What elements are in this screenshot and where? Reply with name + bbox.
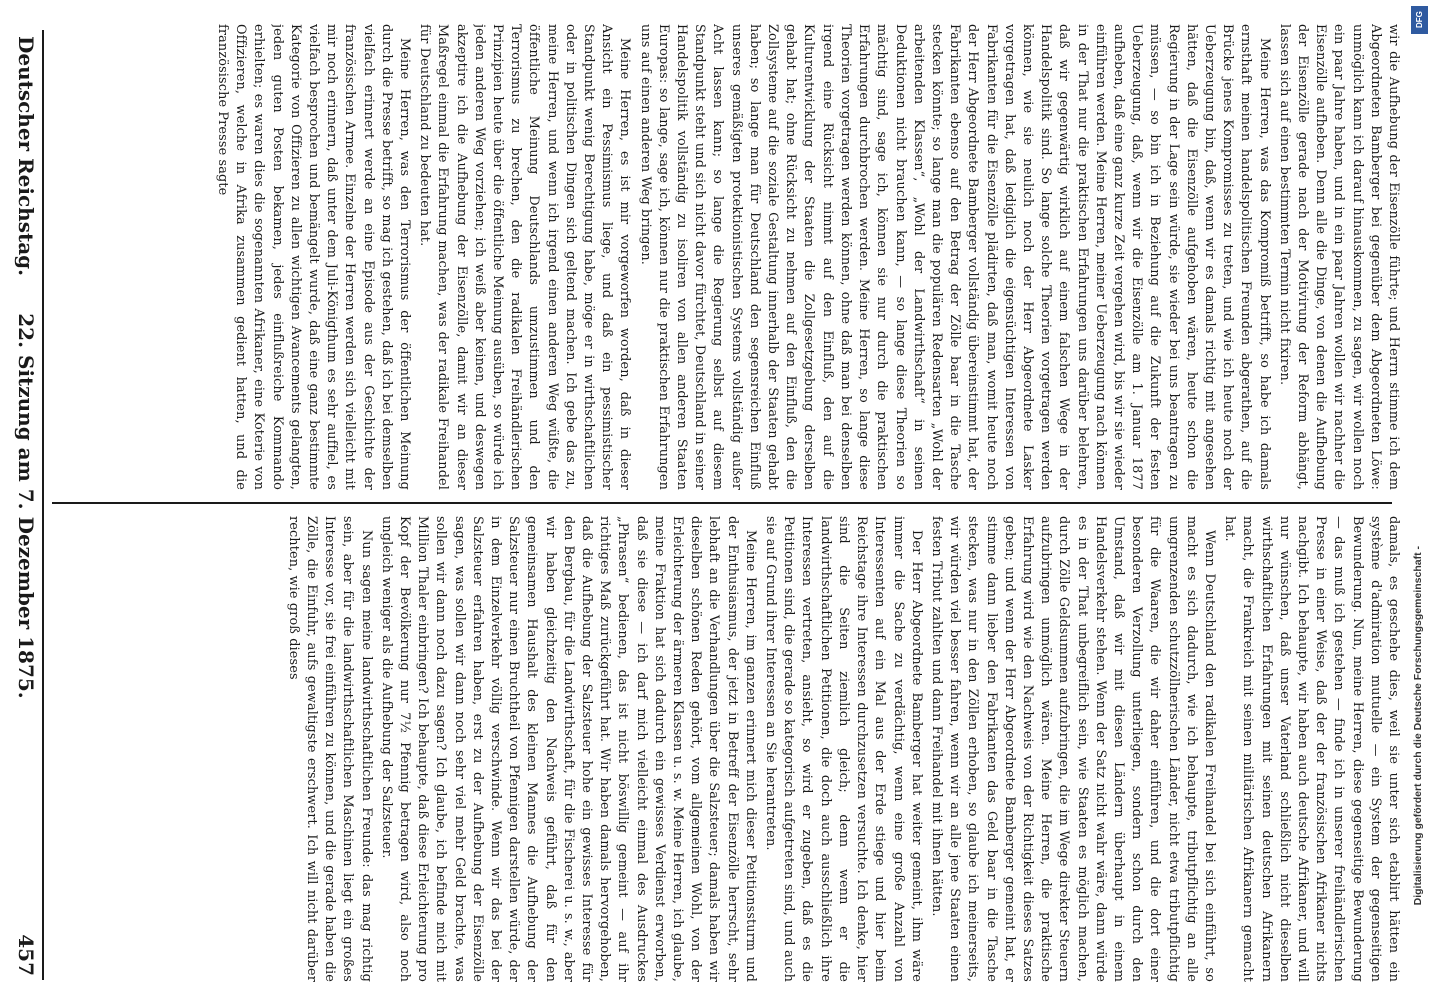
column-divider [52, 502, 1392, 504]
paragraph: Meine Herren, im ganzen erinnert mich dieser Petitionssturm und der Enthusiasmus, der jetzt in Betreff der Eisenzölle herrscht, sehr lebhaft an die Verhandlungen über die Salzsteuer; damals haben wir dieselben schönen Reden gehört, vom allgemeinen Wohl, von der Erleichterung der ärmeren Klassen u. s. w. Meine Herren, ich glaube, meine Fraktion hat sich dadurch ein gewisses Verdienst erworben, daß sie diese — ich darf mich vielleicht einmal des Ausdruckes „Phrasen“ bedienen, das ist nicht böswillig gemeint — auf ihr richtiges Maß zurückgeführt hat. Wir haben damals hervorgehoben, daß die Aufhebung der Salzsteuer hohe ein gewisses Interesse für den Bergbau, für die Landwirthschaft, für die Fischerei u. s. w., aber wir haben gleichzeitig den Nachweis geführt, daß für den gemeinsamen Haushalt des kleinen Mannes die Aufhebung der Salzsteuer nur einen Bruchtheil von Pfennigen darstellen würde, der in dem Einzelverkehr völlig verschwinde. Wenn wir das bei der Salzsteuer erfahren haben, erst zu der Aufhebung der Eisenzölle sagen, was sollen wir dann noch sehr viel mehr Geld brachte, was sollen wir dann noch dazu sagen? Ich glaube, ich befinde mich mit Million Thaler einbringen? Ich behaupte, daß diese Erleichterung pro Kopf der Bevölkerung nur 7½ Pfennig betragen wird, also noch ungleich weniger als die Aufhebung der Salzsteuer. [378, 516, 758, 982]
paragraph: wir die Aufhebung der Eisenzölle führte; und Herrn stimme ich dem Abgeordneten Bamberger bei gegenüber dem Abgeordneten Löwe: unmöglich kann ich darauf hinauskommen, zu sagen, wir wollen noch ein paar Jahre haben, und in ein paar Jahren wollen wir nachher die Eisenzölle aufheben. Denn alle die Dinge, von denen die Aufhebung der Eisenzölle gerade nach der Motivirung der Reform abhängt, lassen sich auf einen bestimmten Termin nicht fixiren. [1276, 24, 1401, 490]
header-rule [42, 30, 44, 980]
paragraph: damals, es geschehe dies, weil sie unter sich etablirt hätten ein système d'admiration mutuelle — ein System der gegenseitigen Bewunderung. Nun, meine Herren, diese gegenseitige Bewunderung — das muß ich gestehen — finde ich in unserer freihändlerischen Presse in einer Weise, daß der der französischen Afrikaner nichts nachgibt. Ich behaupte, wir haben auch deutsche Afrikaner, und will nur wünschen, daß unser Vaterland schließlich nicht dieselben wirthschaftlichen Erfahrungen mit seinen deutschen Afrikanern macht, die Frankreich mit seinen militärischen Afrikanern gemacht hat. [1222, 516, 1401, 982]
right-column [57, 516, 1402, 982]
paragraph: Meine Herren, was den Terrorismus der öffentlichen Meinung durch die Presse betrifft, so mag ich gestehen, daß ich bei demselben vielfach erinnert werde an eine Episode aus der Geschichte der französischen Armee. Einzelne der Herren werden sich vielleicht mit mir noch erinnern, daß unter dem Juli-Königthum es sehr auffiel, es vielfach besprochen und bemängelt wurde, daß eine ganz bestimmte Kategorie von Offizieren zu allen wichtigen Avancements gelangten, jeden guten Posten bekamen, jedes einflußreiche Kommando erhielten; es waren dies die sogenannten Afrikaner, eine Koterie von Offizieren, welche in Afrika zusammen gedient hatten, und die französische Presse sagte [215, 24, 413, 490]
digitization-footer [1408, 0, 1432, 1000]
paragraph: Der Herr Abgeordnete Bamberger hat weiter gemeint, ihm wäre immer die Sache zu verdächtig, wenn eine große Anzahl von Interessenten auf ein Mal aus der Erde stiege und hier beim Reichstage ihre Interessen durchzusetzen versuchte. Ich denke, hier sind die Seiten ziemlich gleich; denn wenn er die landwirthschaftlichen Petitionen, die doch auch ausschließlich ihre Interessen vertreten, ansieht, so wird er zugeben, daß es die Petitionen sind, die gerade so kategorisch aufgetreten sind, und auch sie auf Grund ihrer Interessen an Sie herantreten. [763, 516, 924, 982]
footer-credit: Digitalisierung gefördert durch die Deutsche Forschungsgemeinschaft - [1412, 545, 1424, 905]
running-head [8, 36, 38, 976]
dfg-logo: DFG [1411, 6, 1428, 34]
session-title: 22. Sitzung am 7. Dezember 1875. [14, 313, 38, 699]
paragraph: Wenn Deutschland den radikalen Freihandel bei sich einführt, so macht es sich dadurch, wie ich behaupte, tributpflichtig an alle umgrenzenden schutzzöllnerischen Länder, nicht etwa tributpflichtig für die Waaren, die wir daher einführen, und die dort einer besonderen Verzollung unterliegen, sondern schon durch den Umstand, daß wir mit diesen Ländern überhaupt in einem Handelsverkehr stehen. Wenn der Satz nicht wahr wäre, dann würde es in der That unbegreiflich sein, wie Staaten es möglich machen, durch Zölle Geldsummen aufzubringen, die im Wege direkter Steuern aufzubringen unmöglich wären. Meine Herren, die praktische Erfahrung wird wie den Nachweis von der Richtigkeit dieses Satzes geben; und wenn der Herr Abgeordnete Bamberger gemeint hat, er stimme dann lieber den Fabrikanten das Geld baar in die Tasche stecken, was nur in den Zöllen erhoben, so glaube ich meinerseits, wir würden viel besser fahren, wenn wir an alle jene Staaten einen festen Tribut zahlten und dann Freihandel mit ihnen hätten. [928, 516, 1217, 982]
left-column [57, 24, 1402, 490]
paragraph: Meine Herren, was das Kompromiß betrifft, so habe ich damals ernsthaft meinen handelspolitischen Freunden abgerathen, auf die Brücke jenes Kompromisses zu treten, und wie ich heute noch der Ueberzeugung bin, daß, wenn wir es damals richtig mit angesehen hätten, daß die Eisenzölle aufgehoben wären, heute schon die Regierung in der Lage sein würde, sie wieder bei uns beantragen zu müssen, — so bin ich in Beziehung auf die Zukunft der festen Ueberzeugung, daß, wenn wir die Eisenzölle am 1. Januar 1877 aufheben, daß eine ganz kurze Zeit vergehen wird, bis wir sie wieder einführen werden. Meine Herren, meiner Ueberzeugung nach können in der That nur die praktischen Erfahrungen uns darüber belehren, daß wir gegenwärtig wirklich auf einem falschen Wege in der Handelspolitik sind. So lange solche Theorien vorgetragen werden können, wie sie neulich noch der Herr Abgeordnete Lasker vorgetragen hat, daß lediglich die eigensüchtigen Interessen von Fabrikanten für die Eisenzölle plädirten, daß man, womit heute noch der Herr Abgeordnete Bamberger vollständig übereinstimmt hat, der Fabrikanten ebenso auf den Betrag der Zölle baar in die Tasche stecken könnte; so lange man die populären Redensarten „Wohl der arbeitenden Klassen“, „Wohl der Landwirthschaft“ in seinen Deduktionen nicht brauchen kann, — so lange diese Theorien so mächtig sind, sage ich, können sie nur durch die praktischen Erfahrungen durchbrochen werden. Meine Herren, so lange diese Theorien vorgetragen werden können, ohne daß man bei denselben irgend eine Rücksicht nimmt auf den Einfluß, den auf die Kulturentwicklung der Staaten die Zollgesetzgebung derselben gehabt hat; ohne Rücksicht zu nehmen auf den Einfluß, den die Zollsysteme auf die soziale Gestaltung innerhalb der Staaten gehabt haben; so lange man für Deutschland den segensreichen Einfluß unseres gemäßigten protektionistischen Systems vollständig außer Acht lassen kann; so lange die Regierung selbst auf diesem Standpunkt steht und sich nicht davor fürchtet, Deutschland in seiner Handelspolitik vollständig zu isoliren von allen anderen Staaten Europas: so lange, sage ich, können nur die praktischen Erfahrungen uns auf einen anderen Weg bringen. [637, 24, 1272, 490]
paragraph: Meine Herren, es ist mir vorgeworfen worden, daß in dieser Ansicht ein Pessimismus liege, und daß ein pessimistischer Standpunkt wenig Berechtigung habe, möge er in wirthschaftlichen oder in politischen Dingen sich geltend machen. Ich gebe das zu, meine Herren, und wenn ich irgend einen anderen Weg wüßte, die öffentliche Meinung Deutschlands umzustimmen und den Terrorismus zu brechen, den die radikalen Freihändlerischen Prinzipien heute über die öffentliche Meinung ausüben, so würde ich jeden anderen Weg vorziehen; ich weiß aber keinen, und deswegen akzeptire ich die Aufhebung der Eisenzölle, damit wir an dieser Maßregel einmal die Erfahrung machen, was der radikale Freihandel für Deutschland zu bedeuten hat. [417, 24, 633, 490]
paragraph: Nun sagen meine landwirthschaftlichen Freunde: das mag richtig sein, aber für die landwirthschaftlichen Maschinen liegt ein großes Interesse vor, sie frei einführen zu können, und die gerade haben die Zölle, die Einfuhr, aufs gewaltigste erschwert. Ich will nicht darüber rechten, wie groß dieses [285, 516, 374, 982]
page-number: 457 [14, 934, 38, 976]
journal-title: Deutscher Reichstag. [14, 36, 38, 277]
